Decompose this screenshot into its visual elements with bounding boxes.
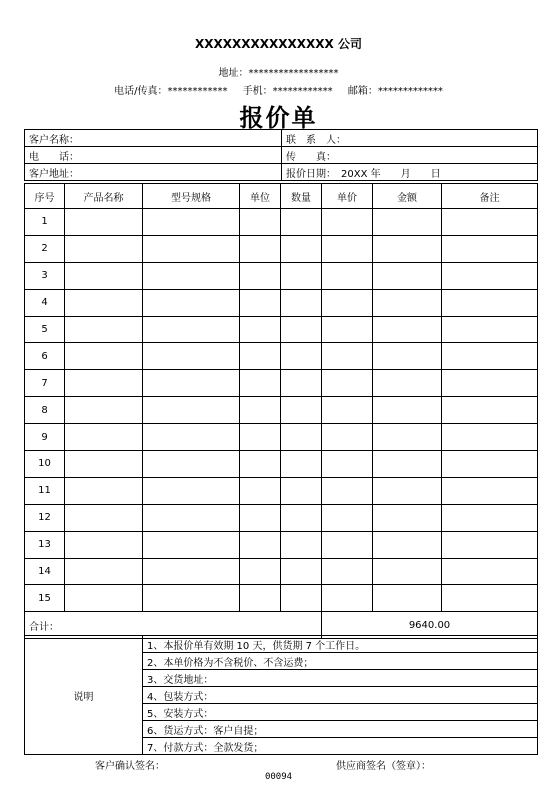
table-cell (322, 585, 373, 612)
table-cell (442, 504, 538, 531)
table-cell (240, 504, 281, 531)
customer-signature-label: 客户确认签名： (95, 761, 165, 772)
table-cell (65, 424, 143, 451)
table-cell (322, 424, 373, 451)
table-row (25, 531, 538, 558)
table-cell (322, 209, 373, 236)
table-cell (143, 289, 240, 316)
quote-date-field: 报价日期： 20XX 年 月 日 (282, 164, 538, 181)
table-row (25, 235, 538, 262)
row-number: 14 (25, 558, 65, 585)
table-cell (281, 343, 322, 370)
table-cell (143, 370, 240, 397)
row-number: 2 (25, 235, 65, 262)
row-number: 11 (25, 477, 65, 504)
table-cell (65, 289, 143, 316)
table-cell (143, 451, 240, 478)
supplier-signature-label: 供应商签名（签章）： (336, 761, 431, 772)
table-cell (143, 343, 240, 370)
column-header: 产品名称 (65, 184, 143, 209)
table-cell (65, 209, 143, 236)
table-cell (240, 531, 281, 558)
table-cell (240, 558, 281, 585)
column-header: 序号 (25, 184, 65, 209)
table-cell (442, 289, 538, 316)
table-cell (281, 397, 322, 424)
table-cell (65, 558, 143, 585)
row-number: 13 (25, 531, 65, 558)
table-row (25, 424, 538, 451)
table-cell (65, 316, 143, 343)
column-header: 金额 (373, 184, 442, 209)
table-cell (240, 397, 281, 424)
table-cell (373, 343, 442, 370)
document-title: 报价单 (239, 103, 318, 132)
table-cell (442, 451, 538, 478)
table-cell (373, 558, 442, 585)
table-cell (143, 477, 240, 504)
table-row (25, 343, 538, 370)
table-cell (65, 262, 143, 289)
row-number: 9 (25, 424, 65, 451)
column-header: 单位 (240, 184, 281, 209)
row-number: 15 (25, 585, 65, 612)
customer-name-field: 客户名称： (25, 130, 282, 147)
phone-fax: 电话/传真：************ (114, 86, 228, 97)
quote-items-table (24, 183, 538, 639)
table-row (25, 316, 538, 343)
table-cell (281, 531, 322, 558)
total-label: 合计： (25, 612, 322, 639)
table-row (25, 397, 538, 424)
table-cell (373, 397, 442, 424)
mobile: 手机：************ (242, 86, 333, 97)
table-cell (442, 209, 538, 236)
table-cell (373, 477, 442, 504)
table-cell (373, 262, 442, 289)
table-row (25, 289, 538, 316)
table-cell (65, 451, 143, 478)
table-row (25, 558, 538, 585)
table-cell (442, 316, 538, 343)
total-value: 9640.00 (322, 612, 538, 639)
table-cell (322, 235, 373, 262)
table-cell (322, 397, 373, 424)
table-cell (240, 316, 281, 343)
table-cell (442, 397, 538, 424)
table-cell (322, 343, 373, 370)
row-number: 7 (25, 370, 65, 397)
table-cell (143, 424, 240, 451)
table-cell (281, 370, 322, 397)
row-number: 6 (25, 343, 65, 370)
table-cell (322, 451, 373, 478)
table-cell (281, 316, 322, 343)
table-cell (281, 477, 322, 504)
contact-person-field: 联 系 人： (282, 130, 538, 147)
note-item: 3、交货地址： (143, 670, 538, 687)
row-number: 10 (25, 451, 65, 478)
customer-fax-field: 传 真： (282, 147, 538, 164)
row-number: 3 (25, 262, 65, 289)
table-cell (373, 209, 442, 236)
table-cell (240, 235, 281, 262)
table-cell (322, 504, 373, 531)
table-cell (143, 558, 240, 585)
table-cell (281, 209, 322, 236)
customer-address-field: 客户地址： (25, 164, 282, 181)
note-item: 5、安装方式： (143, 704, 538, 721)
table-cell (322, 316, 373, 343)
note-item: 4、包装方式： (143, 687, 538, 704)
table-cell (143, 585, 240, 612)
table-cell (281, 424, 322, 451)
table-cell (442, 477, 538, 504)
note-item: 1、本报价单有效期 10 天，供货期 7 个工作日。 (143, 636, 538, 653)
row-number: 12 (25, 504, 65, 531)
company-name: XXXXXXXXXXXXXXX 公司 (195, 37, 362, 51)
table-cell (322, 531, 373, 558)
table-cell (281, 235, 322, 262)
note-item: 6、货运方式：客户自提； (143, 721, 538, 738)
table-cell (442, 343, 538, 370)
table-cell (65, 370, 143, 397)
notes-label: 说明 (25, 636, 143, 755)
table-cell (65, 585, 143, 612)
table-cell (240, 209, 281, 236)
table-cell (442, 585, 538, 612)
table-cell (240, 289, 281, 316)
email: 邮箱：************* (347, 86, 443, 97)
note-item: 2、本单价格为不含税价、不含运费； (143, 653, 538, 670)
table-cell (322, 289, 373, 316)
table-row (25, 262, 538, 289)
table-row (25, 451, 538, 478)
table-cell (442, 370, 538, 397)
table-cell (240, 477, 281, 504)
table-cell (281, 451, 322, 478)
table-cell (240, 585, 281, 612)
table-cell (322, 370, 373, 397)
table-cell (240, 262, 281, 289)
table-cell (65, 504, 143, 531)
table-cell (240, 343, 281, 370)
row-number: 5 (25, 316, 65, 343)
table-cell (373, 370, 442, 397)
table-cell (143, 316, 240, 343)
row-number: 8 (25, 397, 65, 424)
table-cell (65, 397, 143, 424)
table-cell (442, 262, 538, 289)
column-header: 型号规格 (143, 184, 240, 209)
table-cell (143, 262, 240, 289)
table-cell (281, 289, 322, 316)
table-cell (240, 451, 281, 478)
table-cell (373, 531, 442, 558)
table-cell (442, 558, 538, 585)
table-cell (240, 424, 281, 451)
customer-phone-field: 电 话： (25, 147, 282, 164)
table-cell (281, 262, 322, 289)
table-cell (322, 558, 373, 585)
company-contact-line (0, 82, 557, 97)
table-cell (240, 370, 281, 397)
column-header: 数量 (281, 184, 322, 209)
table-row (25, 585, 538, 612)
table-row (25, 504, 538, 531)
table-cell (143, 504, 240, 531)
column-header: 单价 (322, 184, 373, 209)
table-cell (281, 504, 322, 531)
table-cell (373, 289, 442, 316)
table-cell (281, 585, 322, 612)
column-header: 备注 (442, 184, 538, 209)
table-cell (442, 235, 538, 262)
table-cell (65, 235, 143, 262)
table-cell (442, 531, 538, 558)
customer-info-table (24, 129, 538, 181)
table-cell (373, 235, 442, 262)
company-address: 地址：****************** (218, 68, 339, 79)
table-row (25, 209, 538, 236)
table-cell (373, 424, 442, 451)
table-cell (373, 585, 442, 612)
table-cell (373, 504, 442, 531)
table-row (25, 477, 538, 504)
row-number: 4 (25, 289, 65, 316)
note-item: 7、付款方式：全款发货； (143, 738, 538, 755)
table-cell (322, 262, 373, 289)
row-number: 1 (25, 209, 65, 236)
table-cell (143, 397, 240, 424)
table-cell (322, 477, 373, 504)
table-cell (65, 477, 143, 504)
table-cell (373, 316, 442, 343)
notes-table (24, 635, 538, 755)
table-cell (442, 424, 538, 451)
table-cell (65, 343, 143, 370)
document-number: 00094 (264, 772, 293, 782)
table-cell (143, 209, 240, 236)
table-cell (143, 235, 240, 262)
table-cell (281, 558, 322, 585)
table-cell (373, 451, 442, 478)
table-cell (143, 531, 240, 558)
table-cell (65, 531, 143, 558)
table-row (25, 370, 538, 397)
